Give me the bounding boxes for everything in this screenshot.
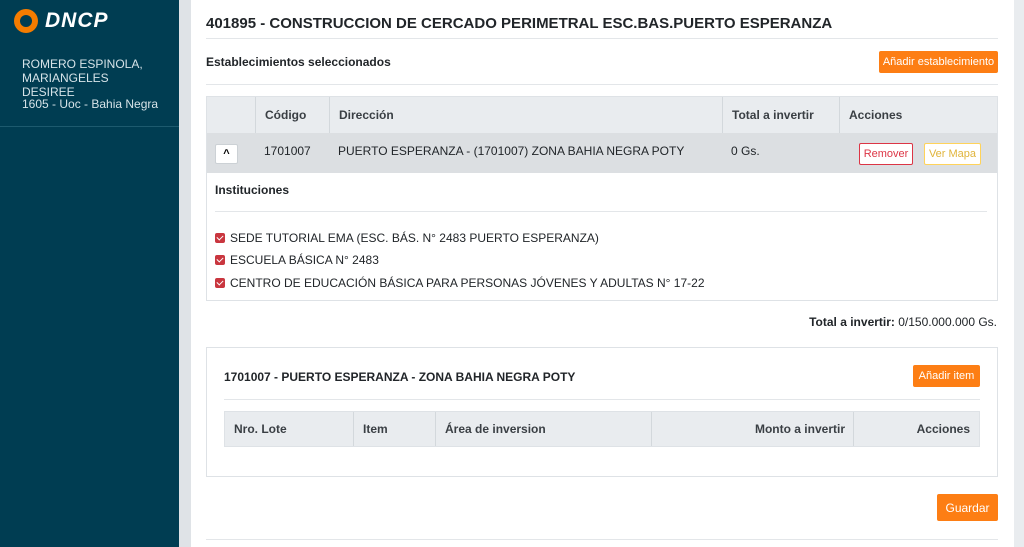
add-establishment-button[interactable]: Añadir establecimiento <box>879 51 998 73</box>
items-table-header <box>224 411 980 447</box>
col-divider <box>435 412 436 446</box>
card-divider <box>224 399 980 400</box>
col-item-actions: Acciones <box>916 422 970 436</box>
items-card-title: 1701007 - PUERTO ESPERANZA - ZONA BAHIA NEGRA POTY <box>224 370 576 384</box>
remove-button[interactable]: Remover <box>859 143 913 165</box>
section-divider <box>206 84 998 85</box>
checkbox-checked-icon[interactable] <box>215 278 225 288</box>
sidebar-divider <box>0 126 179 127</box>
checkbox-checked-icon[interactable] <box>215 255 225 265</box>
institution-item[interactable] <box>215 253 379 267</box>
col-divider <box>853 412 854 446</box>
page-title: 401895 - CONSTRUCCION DE CERCADO PERIMETRAL ESC.BAS.PUERTO ESPERANZA <box>206 15 833 32</box>
logo[interactable] <box>14 9 109 33</box>
institutions-divider <box>215 211 987 212</box>
content-gutter <box>179 0 191 547</box>
user-name: ROMERO ESPINOLA, MARIANGELES DESIREE <box>22 57 143 99</box>
institution-item[interactable] <box>215 276 705 290</box>
col-divider <box>651 412 652 446</box>
row-address: PUERTO ESPERANZA - (1701007) ZONA BAHIA NEGRA POTY <box>338 144 685 158</box>
sidebar <box>0 0 179 547</box>
table-row <box>207 133 997 173</box>
establishments-table-header <box>207 97 997 133</box>
col-lot-number: Nro. Lote <box>234 422 287 436</box>
total-invest-summary <box>809 315 997 329</box>
col-total: Total a invertir <box>732 108 814 122</box>
col-amount: Monto a invertir <box>754 422 845 436</box>
save-button[interactable]: Guardar <box>937 494 998 521</box>
col-address: Dirección <box>339 108 394 122</box>
institution-label: CENTRO DE EDUCACIÓN BÁSICA PARA PERSONAS JÓVENES Y ADULTAS N° 17-22 <box>230 276 705 290</box>
institutions-title: Instituciones <box>215 183 290 197</box>
col-code: Código <box>265 108 307 122</box>
view-map-button[interactable]: Ver Mapa <box>924 143 981 165</box>
col-item: Item <box>363 422 388 436</box>
add-item-button[interactable]: Añadir item <box>913 365 980 387</box>
institution-label: SEDE TUTORIAL EMA (ESC. BÁS. N° 2483 PUERTO ESPERANZA) <box>230 231 599 245</box>
col-investment-area: Área de inversion <box>445 422 546 436</box>
collapse-toggle-button[interactable] <box>215 144 238 164</box>
title-divider <box>206 38 998 39</box>
footer-divider <box>206 539 998 540</box>
col-actions: Acciones <box>849 108 903 122</box>
total-invest-value: 0/150.000.000 Gs. <box>898 315 997 329</box>
main-panel <box>191 0 1014 547</box>
row-total: 0 Gs. <box>731 144 760 158</box>
logo-text: DNCP <box>45 9 109 32</box>
establishments-table <box>206 96 998 301</box>
items-card <box>206 347 998 477</box>
chevron-up-icon: ^ <box>223 148 230 160</box>
user-unit: 1605 - Uoc - Bahia Negra <box>22 97 159 111</box>
total-invest-label: Total a invertir: <box>809 315 895 329</box>
row-code: 1701007 <box>264 144 311 158</box>
institution-item[interactable] <box>215 231 599 245</box>
institution-label: ESCUELA BÁSICA N° 2483 <box>230 253 379 267</box>
checkbox-checked-icon[interactable] <box>215 233 225 243</box>
establishments-section-label: Establecimientos seleccionados <box>206 55 391 69</box>
col-divider <box>353 412 354 446</box>
dncp-logo-icon <box>14 9 38 33</box>
